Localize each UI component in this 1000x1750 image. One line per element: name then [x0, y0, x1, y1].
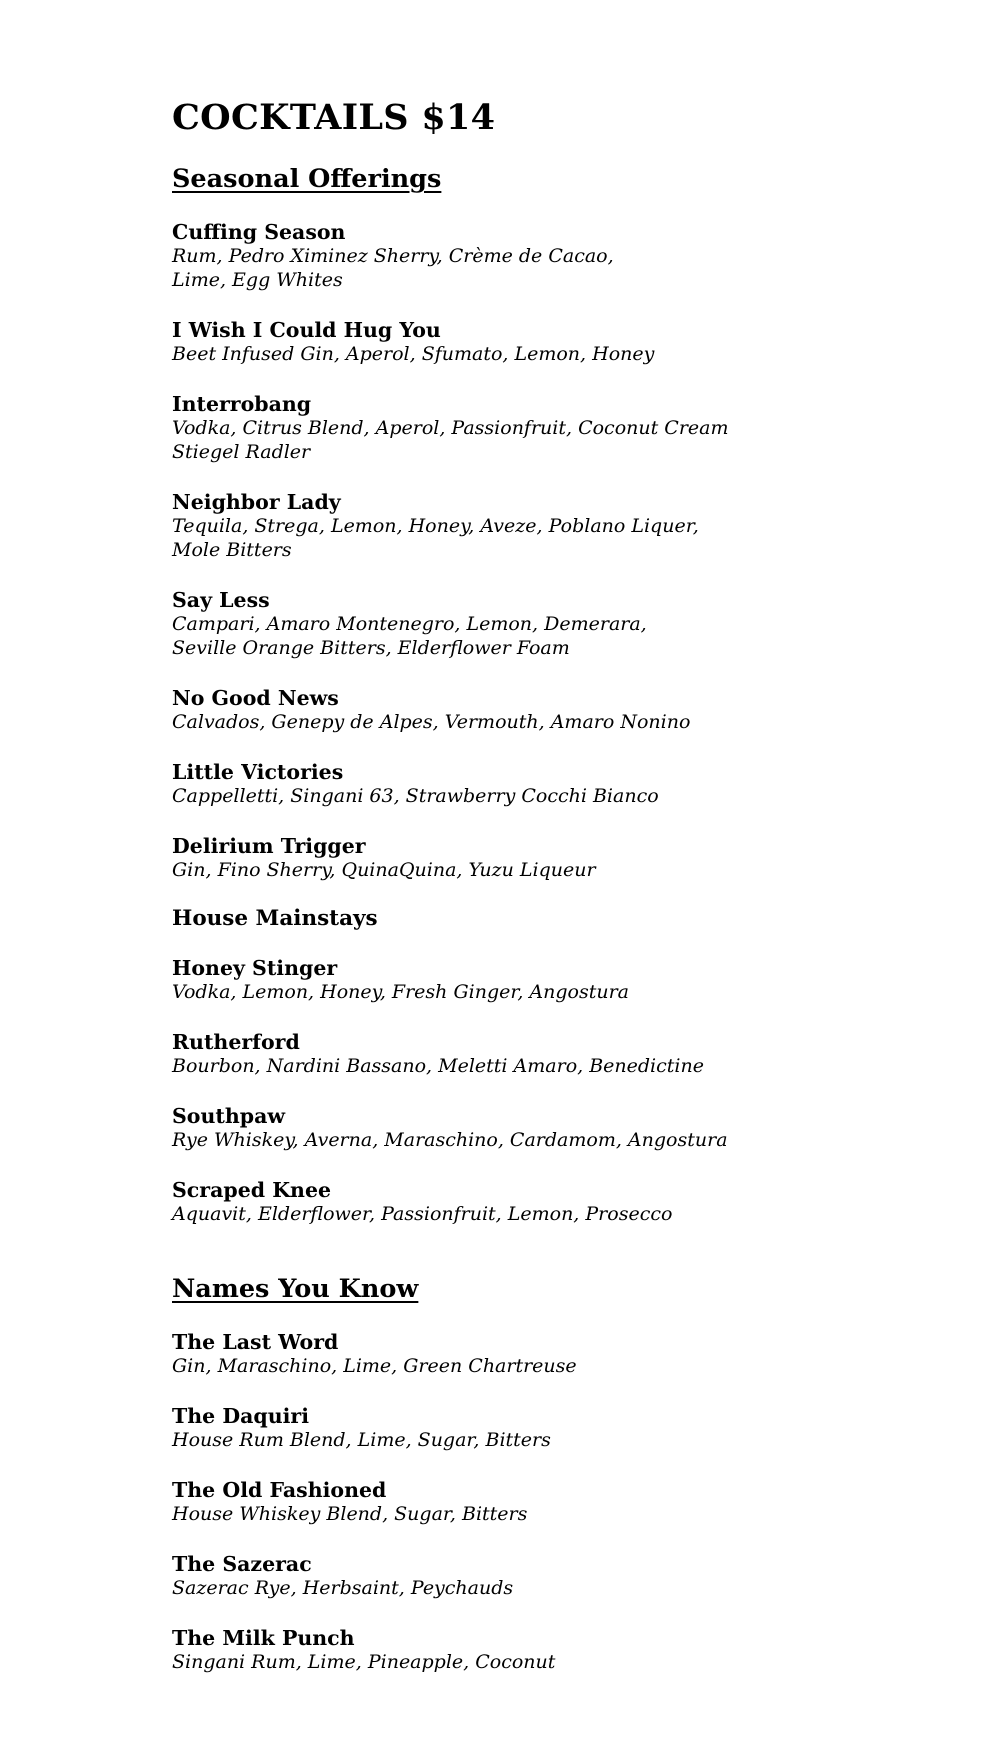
item-ingredients: Campari, Amaro Montenegro, Lemon, Demerara, Seville Orange Bitters, Elderflower Foam [172, 612, 647, 659]
item-name: Neighbor Lady [172, 489, 341, 514]
item-ingredients: Rum, Pedro Ximinez Sherry, Crème de Cacao, Lime, Egg Whites [172, 244, 614, 291]
item-name: Cuffing Season [172, 219, 346, 244]
item-ingredients: House Whiskey Blend, Sugar, Bitters [172, 1502, 528, 1525]
menu-item [172, 834, 952, 882]
item-name: I Wish I Could Hug You [172, 317, 441, 342]
item-ingredients: Aquavit, Elderflower, Passionfruit, Lemon, Prosecco [172, 1203, 673, 1225]
item-name: Say Less [172, 587, 270, 612]
item-name: Little Victories [172, 759, 344, 784]
item-ingredients: Vodka, Citrus Blend, Aperol, Passionfruit, Coconut Cream Stiegel Radler [172, 416, 729, 463]
item-name: Rutherford [172, 1030, 300, 1054]
menu-item [172, 1178, 952, 1226]
item-ingredients: Singani Rum, Lime, Pineapple, Coconut [172, 1650, 556, 1673]
item-name: Delirium Trigger [172, 833, 366, 858]
item-name: No Good News [172, 685, 339, 710]
menu-item [172, 760, 952, 808]
menu-item [172, 1478, 952, 1526]
item-name: The Daquiri [172, 1403, 310, 1428]
menu-title: COCKTAILS $14 [172, 97, 496, 138]
item-ingredients: Gin, Maraschino, Lime, Green Chartreuse [172, 1354, 577, 1377]
menu-item [172, 318, 952, 366]
item-name: Interrobang [172, 391, 312, 416]
menu-item [172, 1330, 952, 1378]
item-name: Honey Stinger [172, 956, 338, 980]
cocktail-menu [172, 97, 952, 1700]
item-ingredients: Beet Infused Gin, Aperol, Sfumato, Lemon, Honey [172, 342, 655, 365]
item-ingredients: Bourbon, Nardini Bassano, Meletti Amaro, Benedictine [172, 1055, 704, 1077]
item-ingredients: Sazerac Rye, Herbsaint, Peychauds [172, 1576, 514, 1599]
section-heading-names: Names You Know [172, 1274, 419, 1304]
section-heading-seasonal: Seasonal Offerings [172, 164, 442, 194]
section-heading-mainstays: House Mainstays [172, 905, 378, 931]
item-name: Southpaw [172, 1104, 286, 1128]
item-ingredients: Gin, Fino Sherry, QuinaQuina, Yuzu Liqueur [172, 858, 596, 881]
item-name: Scraped Knee [172, 1178, 332, 1202]
menu-item [172, 1104, 952, 1152]
menu-item [172, 686, 952, 734]
item-name: The Sazerac [172, 1551, 312, 1576]
menu-item [172, 956, 952, 1004]
item-name: The Milk Punch [172, 1625, 355, 1650]
menu-item [172, 588, 952, 660]
menu-item [172, 1552, 952, 1600]
item-ingredients: Tequila, Strega, Lemon, Honey, Aveze, Poblano Liquer, Mole Bitters [172, 514, 699, 561]
menu-item [172, 1626, 952, 1674]
item-name: The Old Fashioned [172, 1477, 387, 1502]
menu-item [172, 220, 952, 292]
item-ingredients: Vodka, Lemon, Honey, Fresh Ginger, Angostura [172, 981, 630, 1003]
menu-item [172, 1030, 952, 1078]
item-name: The Last Word [172, 1329, 339, 1354]
menu-item [172, 392, 952, 464]
menu-item [172, 490, 952, 562]
item-ingredients: House Rum Blend, Lime, Sugar, Bitters [172, 1428, 551, 1451]
menu-item [172, 1404, 952, 1452]
item-ingredients: Rye Whiskey, Averna, Maraschino, Cardamom, Angostura [172, 1129, 728, 1151]
item-ingredients: Calvados, Genepy de Alpes, Vermouth, Amaro Nonino [172, 710, 691, 733]
item-ingredients: Cappelletti, Singani 63, Strawberry Cocchi Bianco [172, 784, 659, 807]
